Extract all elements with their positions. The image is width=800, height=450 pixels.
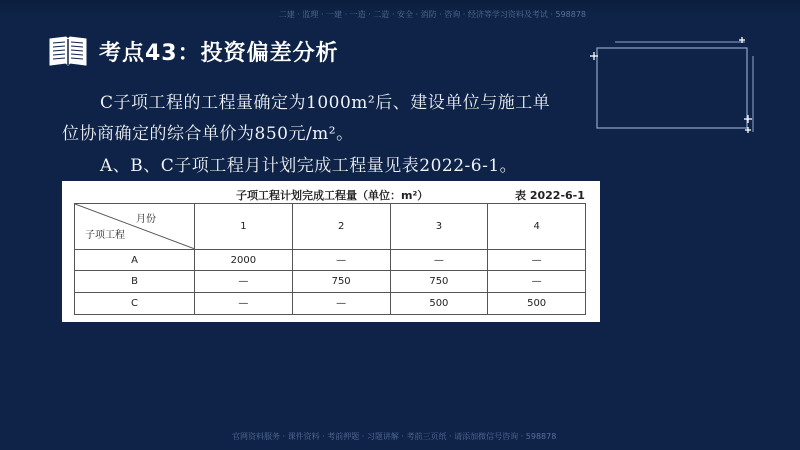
watermark-bottom: 官网资料服务 · 课件资料 · 考前押题 · 习题讲解 · 考前三页纸 · 请添加微信号咨询 · 598878 bbox=[232, 432, 557, 441]
month-header-cell: 4 bbox=[488, 204, 586, 250]
corner-project-label: 子项工程 bbox=[85, 229, 125, 241]
table-cell: — bbox=[195, 293, 293, 315]
corner-month-label: 月份 bbox=[136, 214, 156, 225]
month-header-cell: 2 bbox=[292, 204, 390, 250]
month-header-cell: 1 bbox=[195, 204, 293, 250]
table-cell: — bbox=[488, 271, 586, 293]
table-row bbox=[75, 293, 586, 315]
table-cell: 750 bbox=[390, 271, 488, 293]
table-cell: — bbox=[488, 249, 586, 271]
table-row bbox=[75, 271, 586, 293]
table-cell: 500 bbox=[488, 293, 586, 315]
paragraph-line-1: C子项工程的工程量确定为1000m²后、建设单位与施工单 bbox=[100, 93, 551, 113]
row-label-cell: C bbox=[75, 293, 195, 315]
month-header-cell: 3 bbox=[390, 204, 488, 250]
table-cell: 750 bbox=[292, 271, 390, 293]
table-number: 表 2022-6-1 bbox=[515, 189, 585, 202]
corner-header-cell bbox=[75, 204, 195, 250]
slide-title: 考点43：投资偏差分析 bbox=[99, 41, 339, 66]
table-header-row bbox=[75, 204, 586, 250]
table-cell: — bbox=[292, 293, 390, 315]
paragraph-line-2: 位协商确定的综合单价为850元/m²。 bbox=[62, 124, 354, 144]
table-cell: — bbox=[292, 249, 390, 271]
row-label-cell: B bbox=[75, 271, 195, 293]
paragraph-line-3: A、B、C子项工程月计划完成工程量见表2022-6-1。 bbox=[100, 156, 518, 176]
table-cell: 2000 bbox=[195, 249, 293, 271]
table-row bbox=[75, 249, 586, 271]
plan-quantity-table bbox=[74, 203, 586, 315]
watermark-top: 二建 · 监理 · 一建 · 一造 · 二造 · 安全 · 消防 · 咨询 · 经济等学习资料及考试 · 598878 bbox=[278, 10, 586, 19]
table-cell: — bbox=[195, 271, 293, 293]
open-book-icon bbox=[48, 33, 88, 69]
row-label-cell: A bbox=[75, 249, 195, 271]
frame-sparkle-decoration bbox=[585, 36, 760, 136]
table-cell: — bbox=[390, 249, 488, 271]
table-caption: 子项工程计划完成工程量（单位：m²） bbox=[236, 189, 429, 202]
table-cell: 500 bbox=[390, 293, 488, 315]
